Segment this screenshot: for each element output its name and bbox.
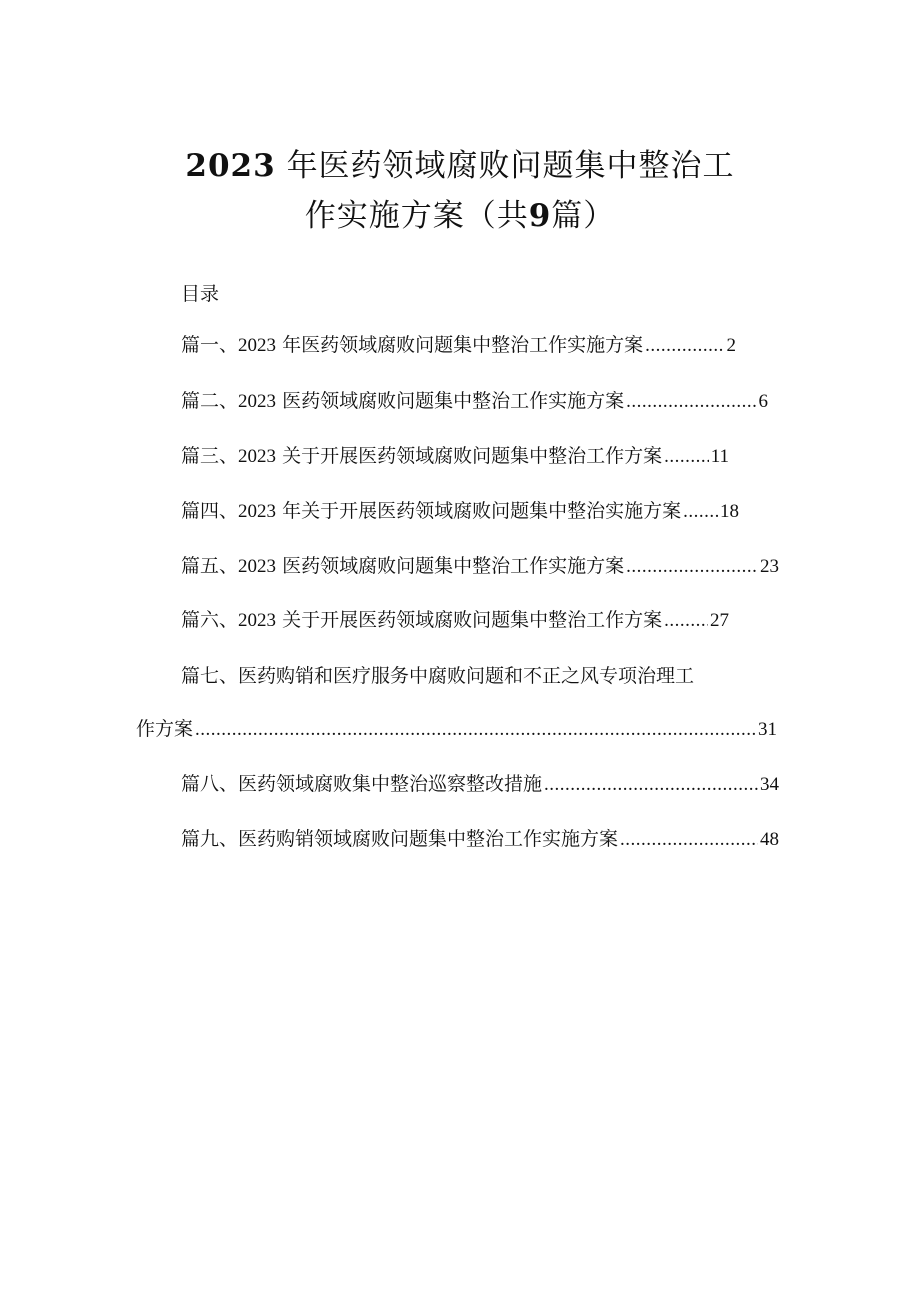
- toc-entry-label: 作方案: [136, 718, 194, 740]
- toc-page-number: 11: [710, 446, 729, 467]
- toc-heading: 目录: [181, 283, 220, 305]
- toc-page-number: 34: [760, 774, 779, 795]
- toc-leader-dots: [195, 719, 756, 741]
- toc-entry-label: 篇四、2023 年关于开展医药领域腐败问题集中整治实施方案: [181, 500, 682, 522]
- toc-entry-9[interactable]: [181, 824, 779, 851]
- toc-entry-label: 篇三、2023 关于开展医药领域腐败问题集中整治工作方案: [181, 445, 663, 467]
- title-text-1: 年医药领域腐败问题集中整治工: [286, 148, 735, 184]
- title-count: 9: [528, 198, 552, 234]
- toc-entry-1[interactable]: [181, 330, 736, 357]
- toc-leader-dots: [664, 446, 709, 468]
- toc-entry-7-line-2[interactable]: [136, 714, 777, 741]
- toc-page-number: 27: [710, 610, 729, 631]
- toc-entry-label: 篇二、2023 医药领域腐败问题集中整治工作实施方案: [181, 390, 625, 412]
- toc-entry-label: 篇六、2023 关于开展医药领域腐败问题集中整治工作方案: [181, 609, 663, 631]
- toc-leader-dots: [664, 610, 708, 632]
- title-text-2: 作实施方案（共: [304, 198, 529, 234]
- toc-leader-dots: [626, 556, 758, 578]
- document-title-line-2: [0, 190, 920, 235]
- toc-page-number: 31: [758, 719, 777, 740]
- toc-leader-dots: [683, 501, 718, 523]
- toc-entry-label: 篇八、医药领域腐败集中整治巡察整改措施: [181, 773, 543, 795]
- title-text-3: 篇）: [551, 198, 616, 234]
- toc-entry-8[interactable]: [181, 769, 779, 796]
- toc-entry-label: 篇一、2023 年医药领域腐败问题集中整治工作实施方案: [181, 334, 644, 356]
- toc-entry-7-line-1[interactable]: 篇七、医药购销和医疗服务中腐败问题和不正之风专项治理工: [181, 665, 695, 687]
- toc-entry-5[interactable]: [181, 551, 779, 578]
- toc-leader-dots: [626, 391, 756, 413]
- toc-entry-label: 篇九、医药购销领域腐败问题集中整治工作实施方案: [181, 828, 619, 850]
- toc-entry-label: 篇五、2023 医药领域腐败问题集中整治工作实施方案: [181, 555, 625, 577]
- toc-page-number: 6: [758, 391, 768, 412]
- toc-page-number: 18: [720, 501, 739, 522]
- toc-page-number: 48: [760, 829, 779, 850]
- toc-leader-dots: [645, 335, 724, 357]
- toc-entry-6[interactable]: [181, 605, 729, 632]
- toc-leader-dots: [620, 829, 758, 851]
- title-year: 2023: [185, 148, 276, 184]
- toc-leader-dots: [544, 774, 758, 796]
- toc-page-number: 23: [760, 556, 779, 577]
- toc-entry-4[interactable]: [181, 496, 739, 523]
- toc-page-number: 2: [726, 335, 736, 356]
- toc-entry-2[interactable]: [181, 386, 768, 413]
- toc-entry-3[interactable]: [181, 441, 729, 468]
- document-title-line-1: [0, 140, 920, 185]
